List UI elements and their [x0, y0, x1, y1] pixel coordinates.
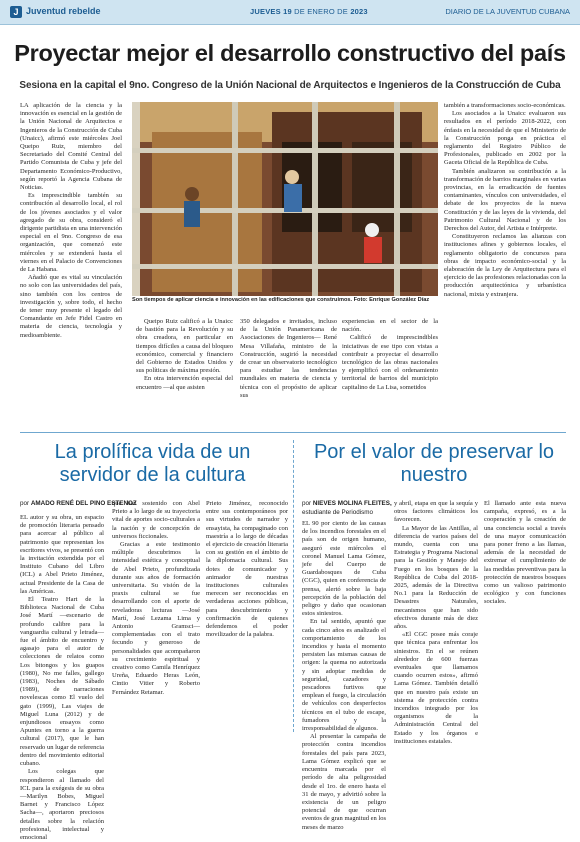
article2-column-2 — [112, 500, 200, 736]
construction-photo — [132, 102, 438, 296]
paragraph: También analizaron su contribución a la transformación de barrios marginales en varias provincias, en la erradicación de fuentes contaminantes, vínculos con universidades, el debate de los proyectos de la nueva Constitución y de las leyes de la vivienda, del Patrimonio Cultural Nacional y de los Derechos del Autor, del Artista e Intérprete. — [444, 167, 566, 233]
article1-column-1 — [20, 102, 122, 424]
main-subhead: Sesiona en la capital el 9no. Congreso de la Unión Nacional de Arquitectos e Ingenieros de la Construcción de Cuba — [19, 80, 561, 91]
paragraph: Los asociados a la Unaicc evaluaron sus resultados en el período 2018-2022, con énfasis en la necesidad de que el Ministerio de la Construcción ponga en práctica el reglamento del Registro Público de Profesionales, publicado en 2002 por la Gaceta Oficial de la República de Cuba. — [444, 110, 566, 167]
paragraph: En otra intervención especial del encuentro —al que asisten — [136, 375, 233, 391]
masthead-date — [250, 7, 368, 16]
date-rest: DE ENERO DE — [294, 7, 349, 16]
paragraph: experiencias en el sector de la nación. — [342, 318, 438, 334]
article1-column-5 — [342, 318, 438, 426]
article3-column-1 — [302, 520, 386, 831]
paragraph: Queipo Ruiz calificó a la Unaicc de bastión para la Revolución y su obra creadora, en particular en tiempos difíciles a causa del bloqueo económico, comercial y financiero del Gobierno de Estados Unidos y sus políticas de máxima presión. — [136, 318, 233, 375]
masthead — [0, 0, 580, 25]
paragraph: Los colegas que respondieron al llamado del ICL para la exégesis de su obra —Marilyn Bobes, Miguel Barnet y Francisco López Sacha—, aportaron preciosos detalles sobre la relación profesional, intelectual y emocional — [20, 768, 104, 841]
paragraph: Gracias a este testimonio múltiple descubrimos la intensidad estética y conceptual de Abel Prieto, profundizada durante sus años de formación universitaria. Su visión de la praxis cultural se fue desarrollando con el aporte de reveladoras lecturas —José Martí, José Lezama Lima y Antonio Gramsci— complementadas con el trato fecundo y generoso de personalidades que acompañaron su crecimiento espiritual y creativo como Camila Henríquez Ureña, Eduardo Heras León, Cintio Vitier y Roberto Fernández Retamar. — [112, 541, 200, 696]
byline-author: AMADO RENÉ DEL PINO ESTENOZ — [30, 500, 137, 507]
byline-prefix: por — [20, 500, 30, 507]
paragraph: 350 delegados e invitados, incluso de la Unión Panamericana de Asociaciones de Ingenieros— René Mesa Villafaña, ministro de la Construcción, sugirió la necesidad de crear un observatorio tecnológico para estudiar las tendencias mundiales en materia de ciencia y técnica con el propósito de aplicar sus — [240, 318, 337, 399]
paragraph: En tal sentido, apuntó que cada cinco años es analizado el comportamiento de los incendios y hasta el momento persisten las mismas causas de origen: la quema no autorizada y sin adoptar medidas de seguridad, cazadores y pescadores furtivos que emplean el fuego, la circulación de vehículos con desperfectos técnicos en el tubo de escape, fumadores y la irresponsabilidad de algunos. — [302, 618, 386, 733]
forest-byline-role: estudiante de Periodismo — [302, 509, 374, 516]
article1-column-4 — [240, 318, 337, 426]
article1-column-2 — [444, 102, 566, 424]
article3-column-2 — [394, 500, 478, 745]
date-year: 2023 — [350, 7, 368, 16]
photo-caption: Son tiempos de aplicar ciencia e innovación en las edificaciones que construimos. Foto: Enrique González Díaz — [132, 297, 430, 303]
forest-headline: Por el valor de preservar lo nuestro — [313, 441, 555, 486]
column-divider — [293, 440, 294, 732]
article1-column-3 — [136, 318, 233, 426]
byline-prefix: por — [302, 500, 312, 507]
paragraph: «El CGC posee más coraje que técnica para enfrentar los siniestros. En el se reúnen alrededor de 600 fuerzas eventuales que llamamos cuando ocurren estos», afirmó Lama Gómez. También detalló que en nuestro país existe un sistema de protección contra incendios integrado por los organismos de la Administración Central del Estado y los órganos e instituciones estatales. — [394, 631, 478, 745]
section-divider — [20, 432, 566, 433]
byline-author: NIEVES MOLINA FLEITES, — [312, 500, 392, 507]
paragraph: Calificó de imprescindibles iniciativas de ese tipo con vistas a contribuir a proyectar el desarrollo tecnológico de las obras nacionales y ejemplificó con el ordenamiento territorial de barrios del municipio capitalino de La Lisa, sometidos — [342, 334, 438, 391]
paragraph: La Mayor de las Antillas, al diferencia de varios países del mundo, cuenta con una Estrategia y Programa Nacional para la Gestión y Manejo del Fuego en los bosques de la República de Cuba del 2018-2025, además de la Directiva No.1 para la Reducción de Desastres Naturales, mecanismos que han sido efectivos durante más de diez años. — [394, 524, 478, 631]
article3-column-3 — [484, 500, 566, 736]
masthead-brand: Juventud rebelde — [26, 6, 101, 16]
article2-column-3 — [206, 500, 288, 736]
main-headline: Proyectar mejor el desarrollo constructivo del país — [14, 40, 566, 66]
paragraph: que han sostenido con Abel Prieto a lo largo de su trayectoria vital de aportes socio-culturales a la nación y de concepción de universos ficcionales. — [112, 500, 200, 540]
paragraph: EL autor y su obra, un espacio de promoción literaria pensado para acercar al público al patrimonio que representan los escritores vivos, se presentó con la invitación extendida por el Instituto Cubano del Libro (ICL) a Abel Prieto Jiménez, actual Presidente de la Casa de las Américas. — [20, 514, 104, 595]
forest-byline — [302, 500, 392, 507]
paragraph: Añadió que es vital su vinculación no solo con las universidades del país, sino también con los centros de investigación y, sobre todo, el hecho de tener muy presente el legado del Comandante en Jefe Fidel Castro en materia de ciencia, tecnología y medioambiente. — [20, 274, 122, 339]
masthead-paper-name: DIARIO DE LA JUVENTUD CUBANA — [445, 7, 570, 16]
paragraph: Prieto Jiménez, reconocido entre sus contemporáneos por sus virtudes de narrador y ensayista, ha compaginado con maestría a lo largo de décadas el ejercicio de creación literaria con su gestión en el ámbito de la diplomacia cultural. Sus dotes de comunicador y animador de nuestras instituciones culturales merecen ser reconocidas en verdaderas acciones públicas, para descubrimiento y confirmación de quienes defendemos el poder movilizador de la palabra. — [206, 500, 288, 639]
date-day: JUEVES 19 — [250, 7, 292, 16]
construction-photo-illustration — [132, 102, 438, 296]
paragraph: y abril, etapa en que la sequía y otros factores climáticos los favorecen. — [394, 500, 478, 524]
paragraph: también a transformaciones socio-económicas. — [444, 102, 566, 109]
article2-column-1 — [20, 514, 104, 841]
paragraph: LA aplicación de la ciencia y la innovación es esencial en la gestión de la Unión Nacional de Arquitectos e Ingenieros de la Construcción de Cuba (Unaicc), afirmó este miércoles Joel Queipo Ruiz, miembro del Secretariado del Comité Central del Partido Comunista de Cuba y jefe del Departamento Económico-Productivo, según reportó la Agencia Cubana de Noticias. — [20, 102, 122, 192]
paragraph: Es imprescindible también su contribución al desarrollo local, el rol de los jóvenes asociados y el valor agregado de su obra, consideró el dirigente partidista en una intervención especial en el 9no. Congreso de esa organización, que comenzó este miércoles y se extenderá hasta el viernes en el Palacio de Convenciones de La Habana. — [20, 192, 122, 274]
newspaper-logo-icon: J — [10, 6, 22, 18]
paragraph: El llamado ante esta nueva campaña, expresó, es a la cooperación y la creación de una conciencia social a través de una mayor comunicación para poner freno a las llamas, además de la necesidad de extremar el cumplimiento de las medidas preventivas para la protección de nuestros bosques como un valioso patrimonio ecológico y con funciones sociales. — [484, 500, 566, 606]
culture-headline: La prolífica vida de un servidor de la cultura — [54, 441, 251, 486]
paragraph: Constituyeron reclamos las alianzas con instituciones afines y gobiernos locales, el reglamento obligatorio de concursos para obras de impacto económico-social y la elaboración de la Ley de Arquitectura para el ejercicio de las profesiones relacionadas con la producción arquitectónica y urbanística nacional, mixta y extranjera. — [444, 233, 566, 298]
paragraph: El Teatro Hart de la Biblioteca Nacional de Cuba José Martí —escenario de profundo calibre para la vanguardia cultural y letrada— fue el ámbito de encuentro y agasajo para el autor de colecciones de relatos como Los bitongos y los guapos (1980), No me falles, gallego (1983), Noches de Sábado (1989), de narraciones novelescas como El vuelo del gato (1999), Las viajes de Miguel Luna (2012) y de enjundiosos ensayos como Apuntes en torno a la guerra cultural (2017), que le han reservado un lugar de referencia dentro del movimiento editorial cubano. — [20, 596, 104, 768]
paragraph: EL 90 por ciento de las causas de los incendios forestales en el país son de origen humano, aseguró este miércoles el coronel Manuel Lama Gómez, jefe del Cuerpo de Guardabosques de Cuba (CGC), quien en conferencia de prensa, alertó sobre la baja percepción de la población del peligro y daño que ocasionan estos siniestros. — [302, 520, 386, 618]
paragraph: Al presentar la campaña de protección contra incendios forestales del país para 2023, Lama Gómez explicó que se encuentra marcada por el período de alta peligrosidad desde el 1ro. de enero hasta el 31 de mayo, y advirtió sobre la existencia de un peligro potencial de que ocurran eventos de gran magnitud en los meses de marzo — [302, 733, 386, 831]
